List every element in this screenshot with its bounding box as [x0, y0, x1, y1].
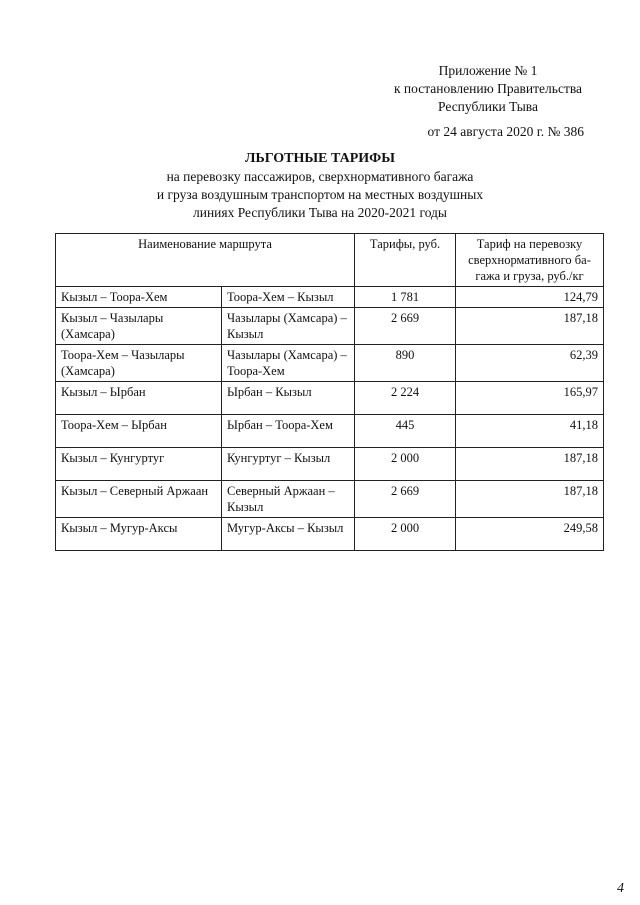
fare-value: 2 669: [355, 481, 456, 518]
baggage-value: 41,18: [456, 415, 604, 448]
table-row: [56, 382, 604, 415]
title-subtitle: [0, 168, 640, 222]
route-from: Тоора-Хем – Ырбан: [56, 415, 222, 448]
subtitle-line: на перевозку пассажиров, сверхнормативного багажа: [166, 169, 474, 184]
route-to: Кунгуртуг – Кызыл: [222, 448, 355, 481]
route-to: Ырбан – Тоора-Хем: [222, 415, 355, 448]
header-baggage: Тариф на перевозку сверхнормативного ба-гажа и груза, руб./кг: [456, 234, 604, 287]
fare-value: 2 000: [355, 448, 456, 481]
route-to: Чазылары (Хамсара) – Тоора-Хем: [222, 345, 355, 382]
table-header-row: [56, 234, 604, 287]
tariff-table: [55, 233, 604, 551]
header-fare: Тарифы, руб.: [355, 234, 456, 287]
page-number-mark: 4: [617, 881, 624, 896]
title-main: ЛЬГОТНЫЕ ТАРИФЫ: [245, 151, 395, 166]
route-from: Кызыл – Мугур-Аксы: [56, 518, 222, 551]
appendix-line: к постановлению Правительства: [393, 81, 583, 96]
route-from: Кызыл – Ырбан: [56, 382, 222, 415]
appendix-line: Республики Тыва: [438, 99, 538, 114]
fare-value: 890: [355, 345, 456, 382]
fare-value: 2 669: [355, 308, 456, 345]
baggage-value: 249,58: [456, 518, 604, 551]
route-to: Северный Аржаан – Кызыл: [222, 481, 355, 518]
header-route: Наименование маршрута: [56, 234, 355, 287]
document-title: [0, 150, 640, 222]
appendix-line: Приложение № 1: [438, 63, 538, 78]
route-from: Кызыл – Чазылары (Хамсара): [56, 308, 222, 345]
route-from: Кызыл – Северный Аржаан: [56, 481, 222, 518]
baggage-value: 62,39: [456, 345, 604, 382]
route-from: Тоора-Хем – Чазылары (Хамсара): [56, 345, 222, 382]
route-to: Тоора-Хем – Кызыл: [222, 287, 355, 308]
baggage-value: 187,18: [456, 481, 604, 518]
route-to: Мугур-Аксы – Кызыл: [222, 518, 355, 551]
decree-date: от 24 августа 2020 г. № 386: [427, 124, 584, 139]
appendix-reference: [378, 62, 598, 116]
fare-value: 2 224: [355, 382, 456, 415]
table-row: [56, 448, 604, 481]
table-row: [56, 481, 604, 518]
route-to: Чазылары (Хамсара) – Кызыл: [222, 308, 355, 345]
baggage-value: 187,18: [456, 448, 604, 481]
table-row: [56, 308, 604, 345]
subtitle-line: линиях Республики Тыва на 2020-2021 годы: [192, 205, 447, 220]
fare-value: 2 000: [355, 518, 456, 551]
baggage-value: 124,79: [456, 287, 604, 308]
fare-value: 1 781: [355, 287, 456, 308]
route-from: Кызыл – Кунгуртуг: [56, 448, 222, 481]
table-row: [56, 518, 604, 551]
route-from: Кызыл – Тоора-Хем: [56, 287, 222, 308]
baggage-value: 187,18: [456, 308, 604, 345]
table-row: [56, 345, 604, 382]
fare-value: 445: [355, 415, 456, 448]
baggage-value: 165,97: [456, 382, 604, 415]
route-to: Ырбан – Кызыл: [222, 382, 355, 415]
table-row: [56, 287, 604, 308]
subtitle-line: и груза воздушным транспортом на местных воздушных: [156, 187, 484, 202]
table-row: [56, 415, 604, 448]
